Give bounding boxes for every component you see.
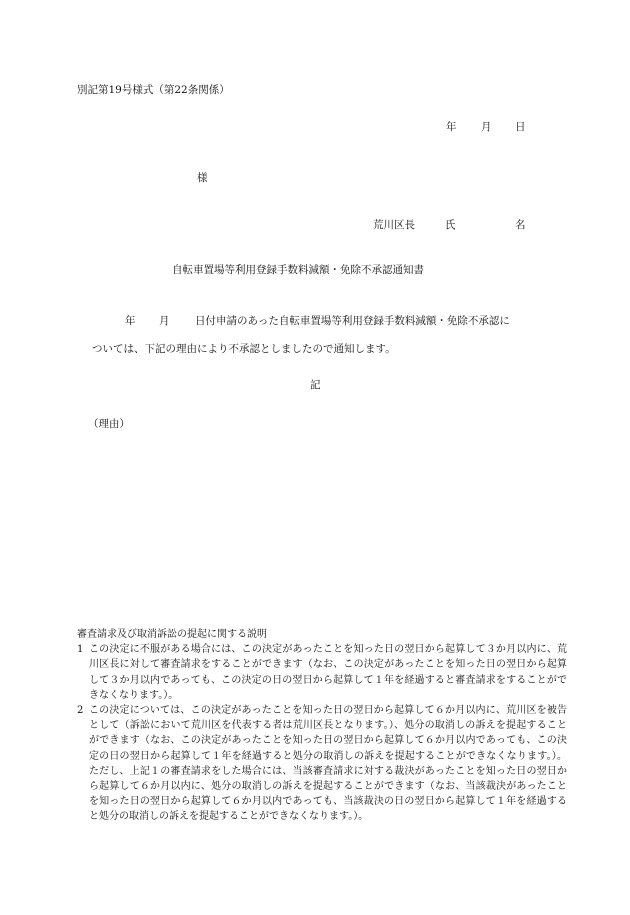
note-number: 2 (77, 705, 84, 717)
body-year-label: 年 (125, 315, 136, 327)
document-title: 自転車置場等利用登録手数料減額・免除不承認通知書 (172, 264, 424, 276)
notes-section (77, 627, 567, 825)
form-number: 別記第19号様式（第22条関係） (77, 84, 230, 96)
ki-label: 記 (310, 379, 321, 391)
reason-label: （理由） (88, 418, 130, 430)
body-month-label: 月 (159, 315, 170, 327)
notes-heading: 審査請求及び取消訴訟の提起に関する説明 (77, 629, 267, 640)
note-number: 1 (77, 644, 84, 656)
note-text: この決定に不服がある場合には、この決定があったことを知った日の翌日から起算して３か月以内に、荒川区長に対して審査請求をすることができます（なお、この決定があったことを知った日の翌日から起算して３か月以内であっても、この決定の日の翌日から起算して１年を経過すると審査請求をすることができなくなります。）。 (89, 644, 567, 701)
date-day-label: 日 (515, 121, 526, 133)
recipient-suffix: 様 (197, 172, 208, 184)
note-item-2 (77, 703, 567, 825)
issuer-title: 荒川区長 (373, 219, 415, 231)
issuer-name-last: 名 (515, 219, 526, 231)
body-line-2: ついては、下記の理由により不承認としましたので通知します。 (92, 343, 396, 355)
issuer-name-first: 氏 (445, 219, 456, 231)
note-item-1 (77, 642, 567, 703)
note-text: この決定については、この決定があったことを知った日の翌日から起算して６か月以内に、荒川区を被告として（訴訟において荒川区を代表する者は荒川区長となります。）、処分の取消しの訴えを提起することができます（なお、この決定があったことを知った日の翌日から起算して６か月以内であっても、この決定の日の翌日から起算して１年を経過すると処分の取消しの訴えを提起することができなくなります。）。ただし、上記１の審査請求をした場合には、当該審査請求に対する裁決があったことを知った日の翌日から起算して６か月以内に、処分の取消しの訴えを提起することができます（なお、当該裁決があったことを知った日の翌日から起算して６か月以内であっても、当該裁決の日の翌日から起算して１年を経過すると処分の取消しの訴えを提起することができなくなります。）。 (89, 705, 567, 823)
date-month-label: 月 (481, 121, 492, 133)
body-line-1: 日付申請のあった自転車置場等利用登録手数料減額・免除不承認に (195, 315, 510, 327)
date-year-label: 年 (446, 121, 457, 133)
